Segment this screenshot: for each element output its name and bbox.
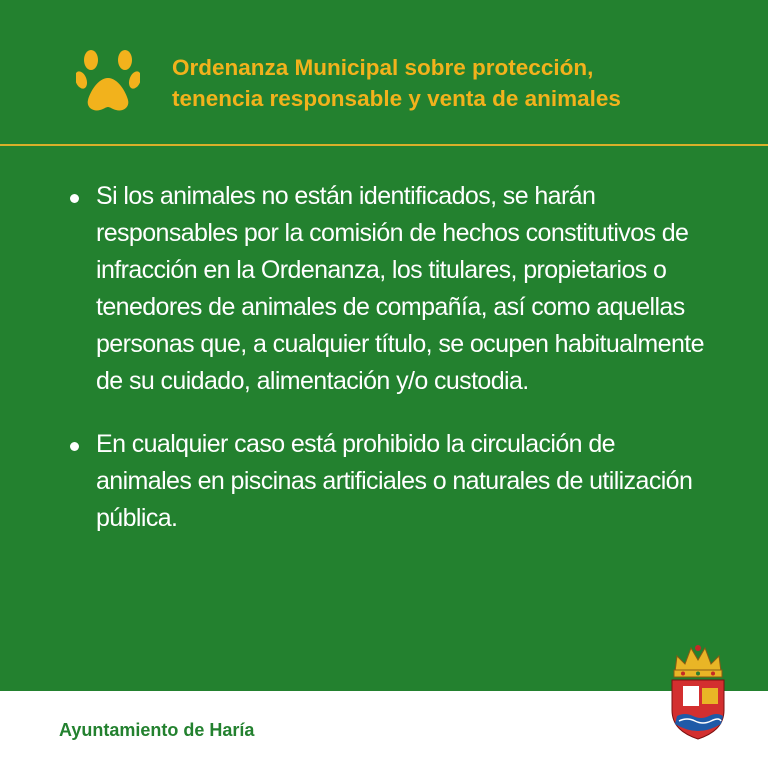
organization-name: Ayuntamiento de Haría <box>59 720 255 740</box>
header <box>0 0 768 145</box>
header-divider <box>0 144 768 146</box>
bullet-dot-icon <box>70 194 79 203</box>
title-line-2: tenencia responsable y venta de animales <box>172 86 621 111</box>
list-item-text: Si los animales no están identificados, se harán responsables por la comisión de hechos constitutivos de infracción en la Ordenanza, los titulares, propietarios o tenedores de animales de compañía, así como aquellas personas que, a cualquier título, se ocupen habitualmente de su cuidado, alimentación y/o custodia. <box>96 182 704 395</box>
list-item-text: En cualquier caso está prohibido la circulación de animales en piscinas artificiales o naturales de utilización pública. <box>96 430 693 532</box>
list-item <box>66 426 716 537</box>
page-title <box>172 52 742 114</box>
title-line-1: Ordenanza Municipal sobre protección, <box>172 55 594 80</box>
bullet-list <box>66 178 716 563</box>
paw-icon <box>76 44 140 114</box>
bullet-dot-icon <box>70 442 79 451</box>
coat-of-arms-icon <box>669 642 727 740</box>
list-item <box>66 178 716 400</box>
